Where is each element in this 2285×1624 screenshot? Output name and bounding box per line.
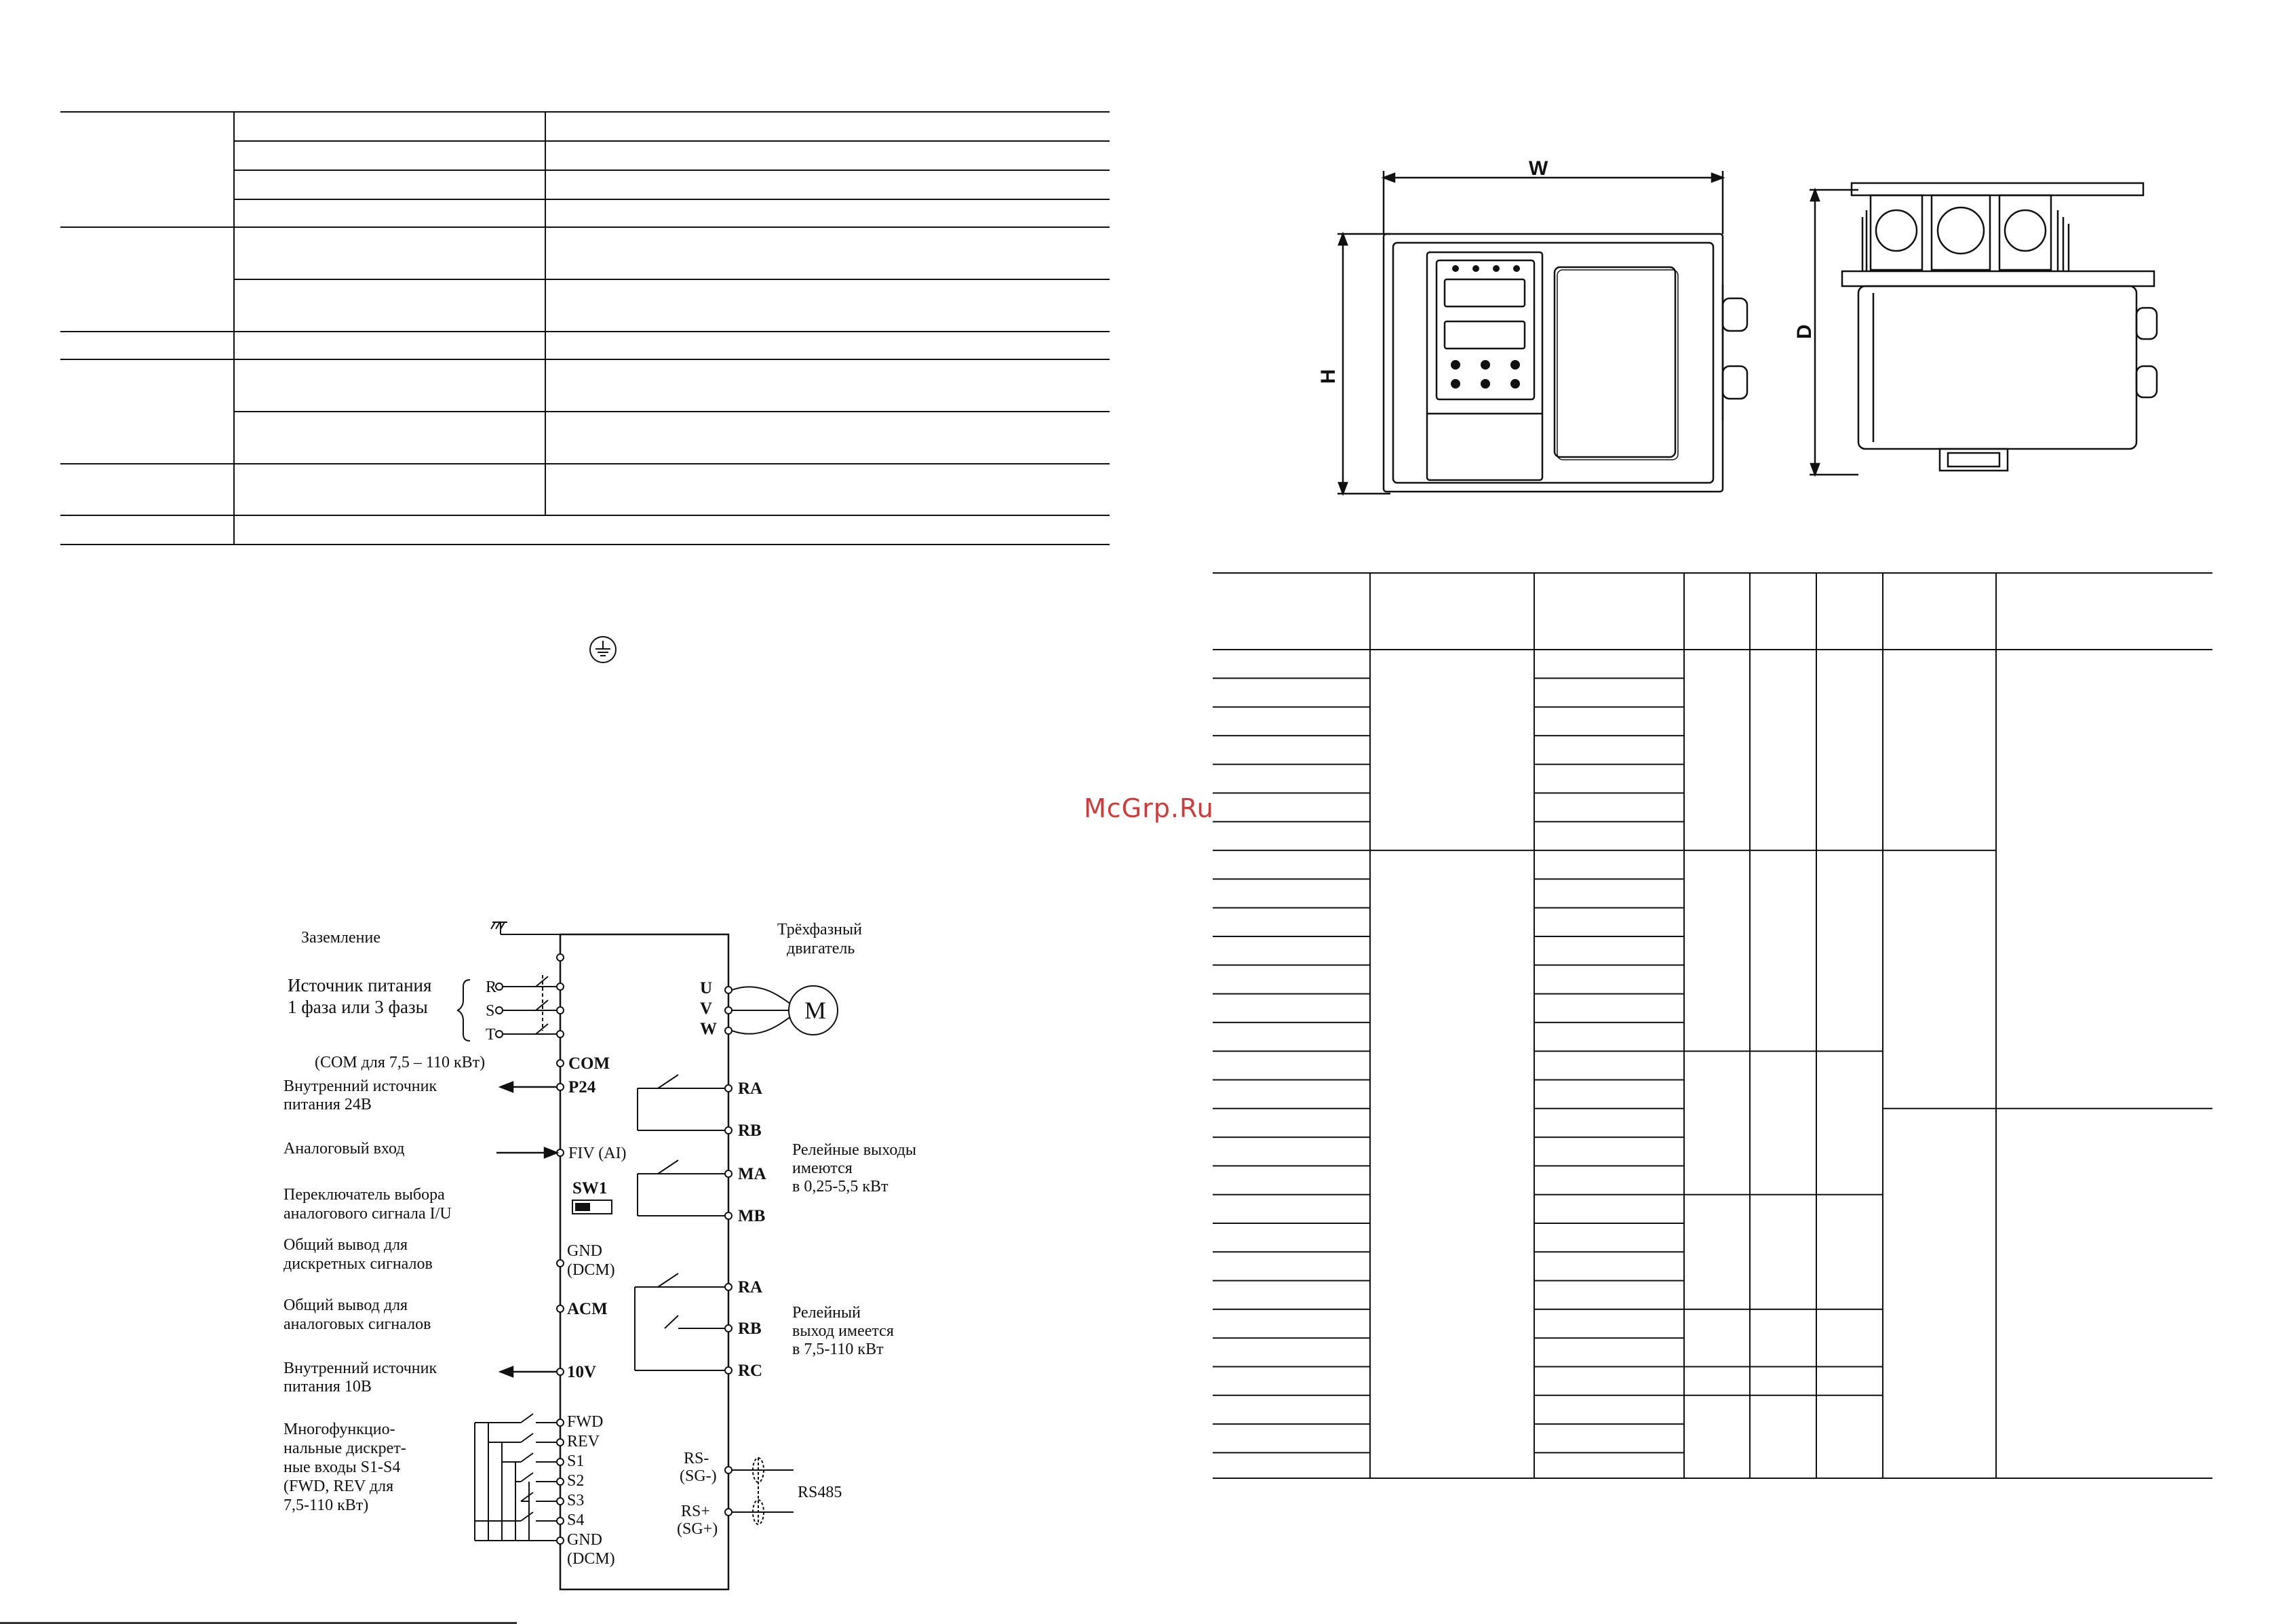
label-acm-1: Общий вывод для	[284, 1296, 408, 1314]
dimension-drawing	[1316, 149, 2191, 515]
watermark: McGrp.Ru	[1084, 793, 1214, 823]
label-motor-2: двигатель	[787, 940, 855, 957]
term-gnd2: GND	[567, 1531, 602, 1549]
term-s4: S4	[567, 1511, 585, 1529]
label-power-1: Источник питания	[288, 975, 432, 995]
term-rc: RC	[738, 1362, 763, 1380]
label-multi-4: (FWD, REV для	[284, 1478, 394, 1495]
label-motor-1: Трёхфазный	[777, 921, 862, 938]
term-ma: MA	[738, 1165, 766, 1183]
label-int24-2: питания 24В	[284, 1096, 372, 1113]
term-s2: S2	[567, 1472, 585, 1490]
term-gnd: GND	[567, 1242, 602, 1260]
term-com: COM	[568, 1054, 610, 1073]
term-rev: REV	[567, 1433, 600, 1450]
term-fwd: FWD	[567, 1413, 604, 1431]
dim-d: D	[1793, 324, 1816, 339]
label-multi-5: 7,5-110 кВт)	[284, 1497, 369, 1514]
term-rsm1: RS-	[684, 1450, 709, 1467]
dim-h: H	[1317, 369, 1340, 384]
term-rsm2: (SG-)	[680, 1467, 717, 1485]
term-rsp1: RS+	[681, 1503, 710, 1520]
term-mb: MB	[738, 1207, 766, 1225]
term-ra: RA	[738, 1080, 763, 1098]
term-s3: S3	[567, 1492, 585, 1509]
label-relay1-2: имеются	[792, 1160, 853, 1177]
label-rs485: RS485	[798, 1484, 842, 1501]
label-ground: Заземление	[301, 929, 380, 947]
term-dcm2: (DCM)	[567, 1550, 615, 1568]
term-10v: 10V	[567, 1363, 597, 1381]
term-w: W	[700, 1020, 717, 1038]
dim-w: W	[1529, 157, 1548, 180]
label-relay2-1: Релейный	[792, 1304, 861, 1322]
term-ra2: RA	[738, 1278, 763, 1296]
label-relay1-3: в 0,25-5,5 кВт	[792, 1178, 888, 1195]
term-dcm: (DCM)	[567, 1261, 615, 1279]
rst-t: T	[486, 1026, 496, 1044]
term-sw1: SW1	[572, 1179, 608, 1197]
label-multi-2: нальные дискрет-	[284, 1440, 406, 1457]
wiring-diagram	[271, 902, 950, 1600]
term-u: U	[700, 979, 713, 997]
label-analog-in: Аналоговый вход	[284, 1140, 405, 1157]
ground-icon	[491, 922, 560, 934]
term-rb2: RB	[738, 1320, 762, 1338]
label-switch-1: Переключатель выбора	[284, 1186, 445, 1204]
rst-s: S	[486, 1002, 495, 1020]
label-int24-1: Внутренний источник	[284, 1077, 437, 1095]
label-int10-2: питания 10В	[284, 1378, 372, 1395]
model-table	[1194, 556, 2225, 1492]
label-relay2-2: выход имеется	[792, 1322, 894, 1340]
term-fiv: FIV (AI)	[568, 1145, 627, 1162]
label-power-2: 1 фаза или 3 фазы	[288, 997, 428, 1017]
rst-r: R	[486, 978, 497, 996]
spec-table	[0, 0, 1153, 556]
label-dcm-1: Общий вывод для	[284, 1236, 408, 1254]
label-dcm-2: дискретных сигналов	[284, 1255, 433, 1273]
term-v: V	[700, 999, 713, 1018]
label-relay2-3: в 7,5-110 кВт	[792, 1341, 884, 1358]
label-switch-2: аналогового сигнала I/U	[284, 1205, 452, 1223]
term-acm: ACM	[567, 1300, 608, 1318]
term-p24: P24	[568, 1078, 596, 1096]
term-rsp2: (SG+)	[677, 1520, 718, 1538]
motor-label: M	[804, 997, 827, 1024]
label-multi-1: Многофункцио-	[284, 1421, 395, 1438]
label-relay1-1: Релейные выходы	[792, 1141, 916, 1159]
term-s1: S1	[567, 1452, 585, 1470]
label-int10-1: Внутренний источник	[284, 1360, 437, 1377]
term-rb: RB	[738, 1122, 762, 1140]
ground-symbol-icon	[587, 634, 619, 665]
label-com-note: (COM для 7,5 – 110 кВт)	[315, 1054, 486, 1071]
label-acm-2: аналоговых сигналов	[284, 1315, 431, 1333]
label-multi-3: ные входы S1-S4	[284, 1459, 401, 1476]
